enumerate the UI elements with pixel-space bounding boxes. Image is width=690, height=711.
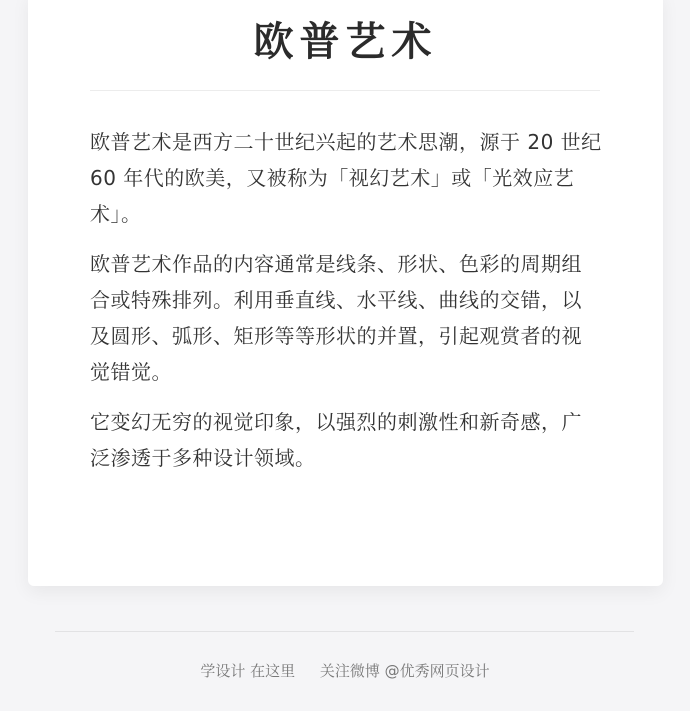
paragraph-3: 它变幻无穷的视觉印象，以强烈的刺激性和新奇感，广泛渗透于多种设计领域。 — [90, 410, 582, 470]
article-body — [90, 124, 602, 490]
footer — [0, 660, 690, 681]
footer-weibo-link[interactable]: 关注微博 @优秀网页设计 — [319, 662, 490, 680]
article-card — [28, 0, 663, 586]
paragraph-1: 欧普艺术是西方二十世纪兴起的艺术思潮，源于 20 世纪 60 年代的欧美，又被称为「视幻艺术」或「光效应艺术」。 — [90, 130, 602, 226]
paragraph-2: 欧普艺术作品的内容通常是线条、形状、色彩的周期组合或特殊排列。利用垂直线、水平线、曲线的交错，以及圆形、弧形、矩形等等形状的并置，引起观赏者的视觉错觉。 — [90, 252, 582, 384]
footer-divider — [55, 631, 634, 632]
article-title: 欧普艺术 — [253, 18, 438, 65]
title-divider — [90, 90, 600, 91]
footer-slogan: 学设计 在这里 — [200, 662, 296, 680]
